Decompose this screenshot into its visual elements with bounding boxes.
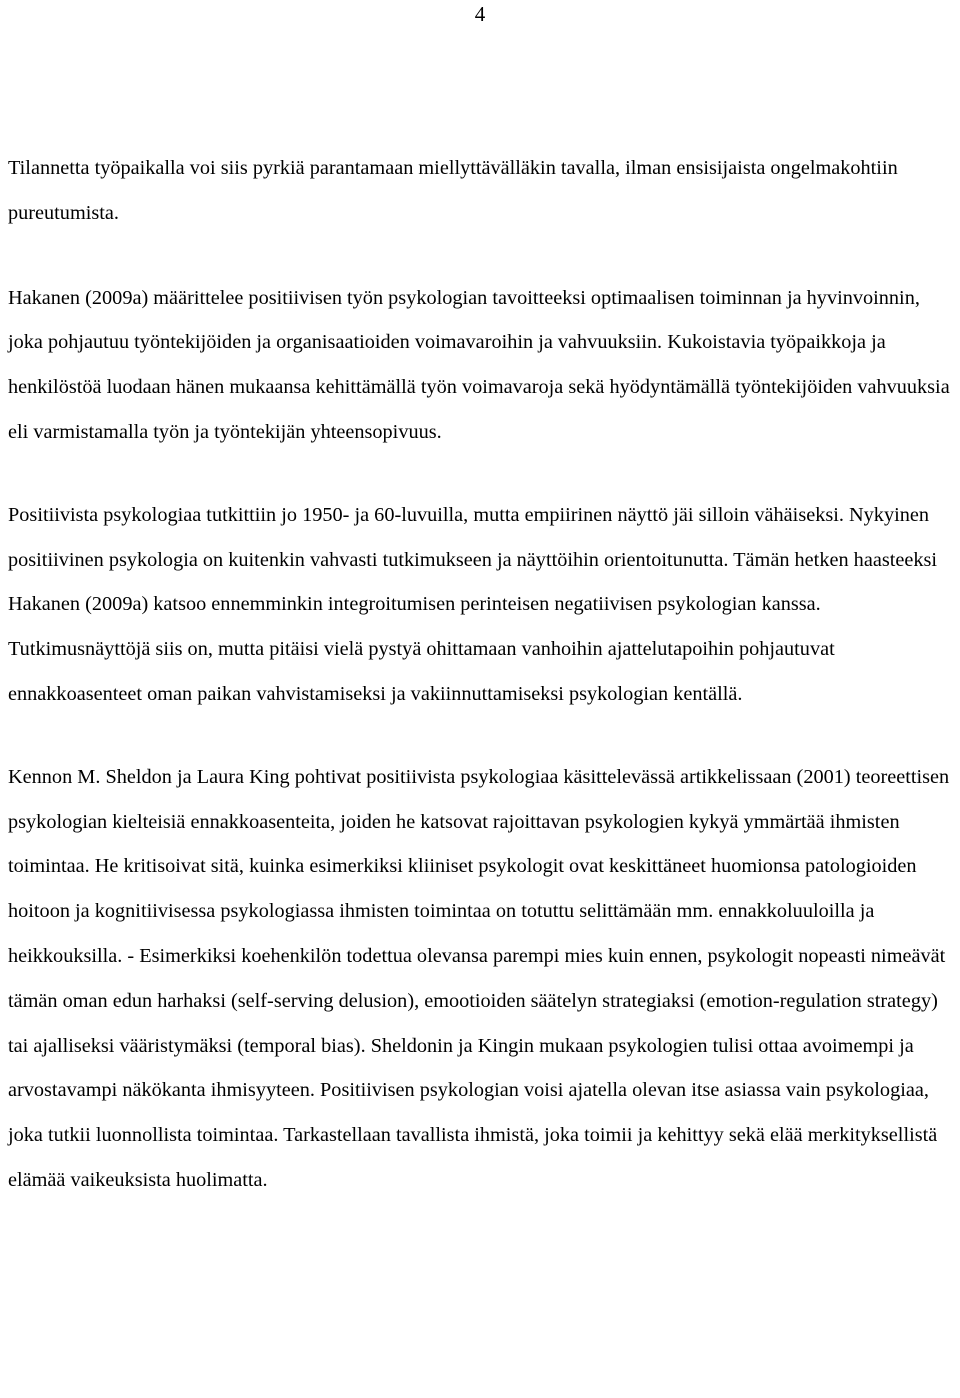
page-number: 4 [474, 2, 486, 26]
paragraph-1: Tilannetta työpaikalla voi siis pyrkiä parantamaan miellyttävälläkin tavalla, ilman ensisijaista ongelmakohtiin pureutumista. [8, 157, 898, 224]
paragraph-2: Hakanen (2009a) määrittelee positiivisen työn psykologian tavoitteeksi optimaalisen toiminnan ja hyvinvoinnin, joka pohjautuu työntekijöiden ja organisaatioiden voimavaroihin ja vahvuuksiin. Kukoistavia työpaikkoja ja henkilöstöä luodaan hänen mukaansa kehittämällä työn voimavaroja sekä hyödyntämällä työntekijöiden vahvuuksia eli varmistamalla työn ja työntekijän yhteensopivuus. [8, 286, 950, 443]
document-body [8, 146, 958, 1203]
paragraph-4: Kennon M. Sheldon ja Laura King pohtivat positiivista psykologiaa käsittelevässä artikkelissaan (2001) teoreettisen psykologian kielteisiä ennakkoasenteita, joiden he katsovat rajoittavan psykologien kykyä ymmärtää ihmisten toimintaa. He kritisoivat sitä, kuinka esimerkiksi kliiniset psykologit ovat keskittäneet huomionsa patologioiden hoitoon ja kognitiivisessa psykologiassa ihmisten toimintaa on totuttu selittämään mm. ennakkoluuloilla ja heikkouksilla. - Esimerkiksi koehenkilön todettua olevansa parempi mies kuin ennen, psykologit nopeasti nimeävät tämän oman edun harhaksi (self-serving delusion), emootioiden säätelyn strategiaksi (emotion-regulation strategy) tai ajalliseksi vääristymäksi (temporal bias). Sheldonin ja Kingin mukaan psykologien tulisi ottaa avoimempi ja arvostavampi näkökanta ihmisyyteen. Positiivisen psykologian voisi ajatella olevan itse asiassa vain psykologiaa, joka tutkii luonnollista toimintaa. Tarkastellaan tavallista ihmistä, joka toimii ja kehittyy sekä elää merkityksellistä elämää vaikeuksista huolimatta. [8, 765, 950, 1191]
paragraph-3: Positiivista psykologiaa tutkittiin jo 1950- ja 60-luvuilla, mutta empiirinen näyttö jäi silloin vähäiseksi. Nykyinen positiivinen psykologia on kuitenkin vahvasti tutkimukseen ja näyttöihin orientoitunutta. Tämän hetken haasteeksi Hakanen (2009a) katsoo ennemminkin integroitumisen perinteisen negatiivisen psykologian kanssa. Tutkimusnäyttöjä siis on, mutta pitäisi vielä pystyä ohittamaan vanhoihin ajattelutapoihin pohjautuvat ennakkoasenteet oman paikan vahvistamiseksi ja vakiinnuttamiseksi psykologian kentällä. [8, 503, 938, 705]
